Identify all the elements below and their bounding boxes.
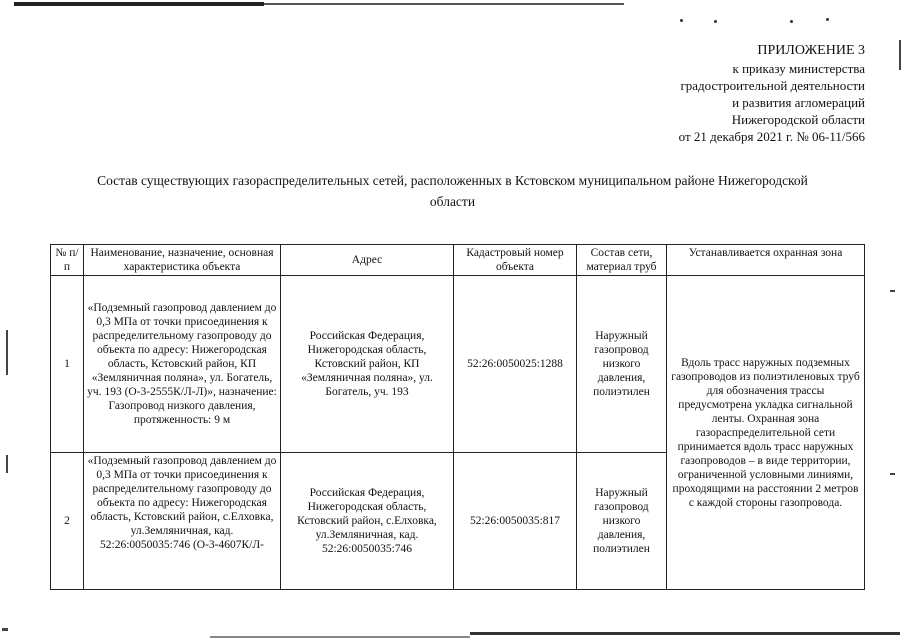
scan-speck: [680, 19, 683, 22]
scan-margin-mark: [890, 473, 895, 475]
cadastral-number: 52:26:0050035:817: [454, 453, 577, 590]
appendix-title: ПРИЛОЖЕНИЕ 3: [757, 43, 865, 58]
scan-speck: [826, 18, 829, 21]
row-number: 2: [51, 453, 84, 590]
column-header-zone: Устанавливается охранная зона: [667, 245, 865, 276]
object-address: Российская Федерация, Нижегородская область, Кстовский район, КП «Земляничная поляна», ул. Богатель, уч. 193: [281, 276, 454, 453]
document-title-line: Состав существующих газораспределительных сетей, расположенных в Кстовском муниципальном районе Нижегородской: [97, 173, 808, 188]
column-header-network: Состав сети, материал труб: [577, 245, 667, 276]
network-material: Наружный газопровод низкого давления, полиэтилен: [577, 453, 667, 590]
gas-network-table: [50, 244, 865, 590]
protection-zone: Вдоль трасс наружных подземных газопроводов из полиэтиленовых труб для обозначения трассы предусмотрена укладка сигнальной ленты. Охранная зона газораспределительной сети принимается вдоль трасс наружных газопроводов – в виде территории, ограниченной условными линиями, проходящими на расстоянии 2 метров с каждой стороны газопровода.: [667, 276, 865, 590]
appendix-line: к приказу министерства: [732, 61, 865, 76]
column-header-object: Наименование, назначение, основная характеристика объекта: [84, 245, 281, 276]
appendix-line: Нижегородской области: [731, 112, 865, 127]
appendix-block: [679, 42, 865, 145]
scan-margin-mark: [899, 40, 901, 70]
appendix-line: градостроительной деятельности: [680, 78, 865, 93]
appendix-line: от 21 декабря 2021 г. № 06-11/566: [678, 129, 865, 144]
scan-border-bottom: [210, 636, 470, 638]
object-address: Российская Федерация, Нижегородская область, Кстовский район, с.Елховка, ул.Земляничная, кад. 52:26:0050035:746: [281, 453, 454, 590]
cadastral-number: 52:26:0050025:1288: [454, 276, 577, 453]
column-header-number: № п/п: [51, 245, 84, 276]
scan-border-top: [14, 2, 264, 6]
table-header-row: [51, 245, 865, 276]
column-header-address: Адрес: [281, 245, 454, 276]
scan-margin-mark: [890, 290, 895, 292]
scan-border-bottom: [470, 632, 900, 635]
object-description: «Подземный газопровод давлением до 0,3 МПа от точки присоединения к распределительному газопроводу до объекта по адресу: Нижегородская область, Кстовский район, с.Елховка, ул.Земляничная, кад. 52:26:0050035:746 (О-3-4607К/Л-: [87, 455, 277, 551]
scan-margin-mark: [2, 628, 8, 631]
table-row: [51, 276, 865, 453]
row-number: 1: [51, 276, 84, 453]
scan-speck: [714, 20, 717, 23]
column-header-cadastral: Кадастровый номер объекта: [454, 245, 577, 276]
object-description-cell: [84, 453, 281, 590]
object-description: «Подземный газопровод давлением до 0,3 МПа от точки присоединения к распределительному газопроводу до объекта по адресу: Нижегородская область, Кстовский район, КП «Земляничная поляна», ул. Богатель, уч. 193 (О-3-2555К/Л-Л)», назначение: Газопровод низкого давления, протяженность: 9 м: [84, 276, 281, 453]
scan-margin-mark: [6, 330, 8, 375]
appendix-line: и развития агломераций: [732, 95, 865, 110]
scan-border-top: [264, 3, 624, 5]
scan-margin-mark: [6, 455, 8, 473]
network-material: Наружный газопровод низкого давления, полиэтилен: [577, 276, 667, 453]
document-title-line: области: [429, 194, 476, 209]
scan-speck: [790, 20, 793, 23]
document-title: [40, 170, 865, 212]
